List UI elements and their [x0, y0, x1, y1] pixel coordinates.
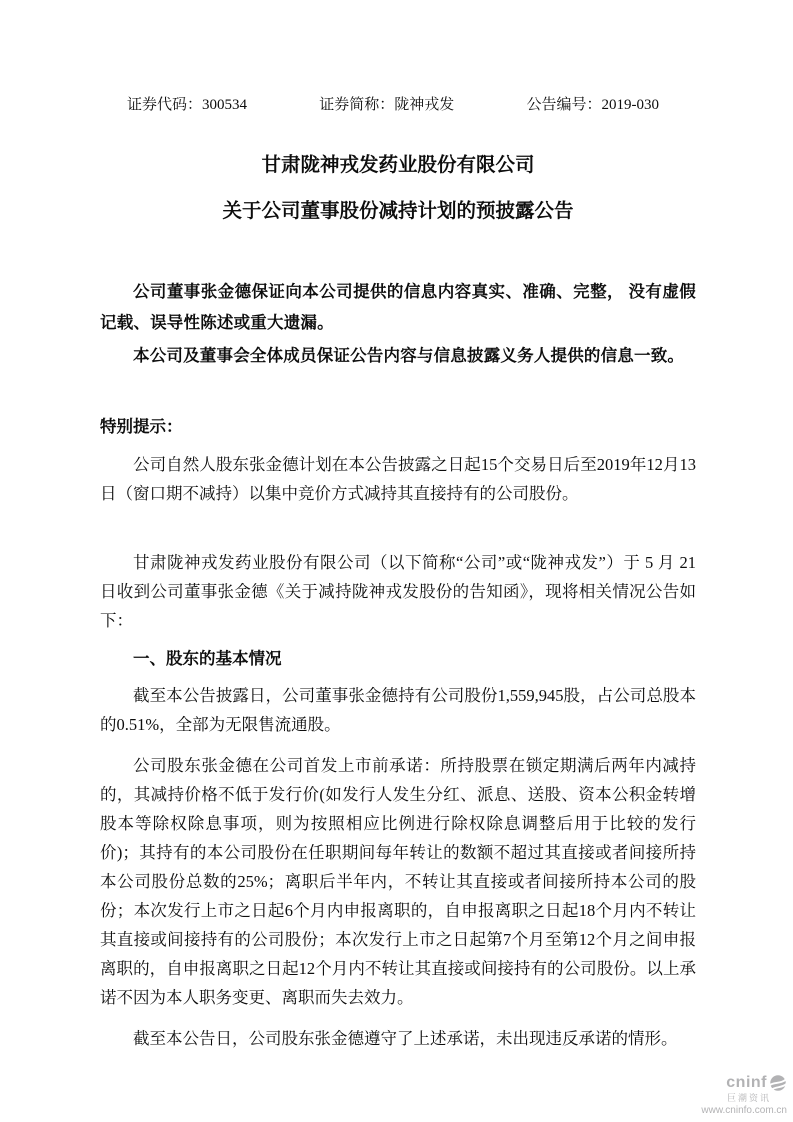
intro-paragraph: 甘肃陇神戎发药业股份有限公司（以下简称“公司”或“陇神戎发”）于 5 月 21 日收到公司董事张金德《关于减持陇神戎发股份的告知函》，现将相关情况公告如下： [100, 553, 696, 630]
guarantee-statement-2: 本公司及董事会全体成员保证公告内容与信息披露义务人提供的信息一致。 [133, 346, 685, 365]
cninfo-watermark [701, 1074, 787, 1116]
announcement-number: 公告编号：2019-030 [526, 97, 659, 113]
cninfo-globe-icon [769, 1074, 787, 1092]
document-header [100, 96, 696, 114]
cninfo-url: www.cninfo.com.cn [701, 1105, 787, 1116]
section-1-para-1: 截至本公告披露日，公司董事张金德持有公司股份1,559,945股，占公司总股本的0.51%，全部为无限售流通股。 [100, 686, 696, 734]
special-notice-heading: 特别提示： [100, 417, 183, 436]
stock-code: 证券代码：300534 [127, 97, 248, 113]
stock-short-name: 证券简称：陇神戎发 [319, 97, 455, 113]
cninfo-logo-row [701, 1074, 787, 1092]
special-notice-body: 公司自然人股东张金德计划在本公告披露之日起15个交易日后至2019年12月13日（窗口期不减持）以集中竞价方式减持其直接持有的公司股份。 [100, 455, 696, 503]
company-title: 甘肃陇神戎发药业股份有限公司 [261, 155, 535, 176]
section-1-para-2: 公司股东张金德在公司首发上市前承诺：所持股票在锁定期满后两年内减持的，其减持价格不低于发行价(如发行人发生分红、派息、送股、资本公积金转增股本等除权除息事项，则为按照相应比例进行除权除息调整后用于比较的发行价)；其持有的本公司股份在任职期间每年转让的数额不超过其直接或者间接所持本公司股份总数的25%；离职后半年内，不转让其直接或者间接所持本公司的股份；本次发行上市之日起6个月内申报离职的，自申报离职之日起18个月内不转让其直接或间接持有的公司股份；本次发行上市之日起第7个月至第12个月之间申报离职的，自申报离职之日起12个月内不转让其直接或间接持有的公司股份。以上承诺不因为本人职务变更、离职而失去效力。 [100, 756, 696, 1007]
announcement-title: 关于公司董事股份减持计划的预披露公告 [222, 201, 574, 222]
cninfo-chinese-name: 巨潮资讯 [726, 1093, 771, 1103]
cninfo-brand-text: cninf [726, 1074, 767, 1091]
section-1-para-3: 截至本公告日，公司股东张金德遵守了上述承诺，未出现违反承诺的情形。 [133, 1029, 678, 1048]
section-1-heading: 一、股东的基本情况 [133, 649, 282, 668]
guarantee-statement-1: 公司董事张金德保证向本公司提供的信息内容真实、准确、完整， 没有虚假记载、误导性陈述或重大遗漏。 [100, 282, 696, 332]
